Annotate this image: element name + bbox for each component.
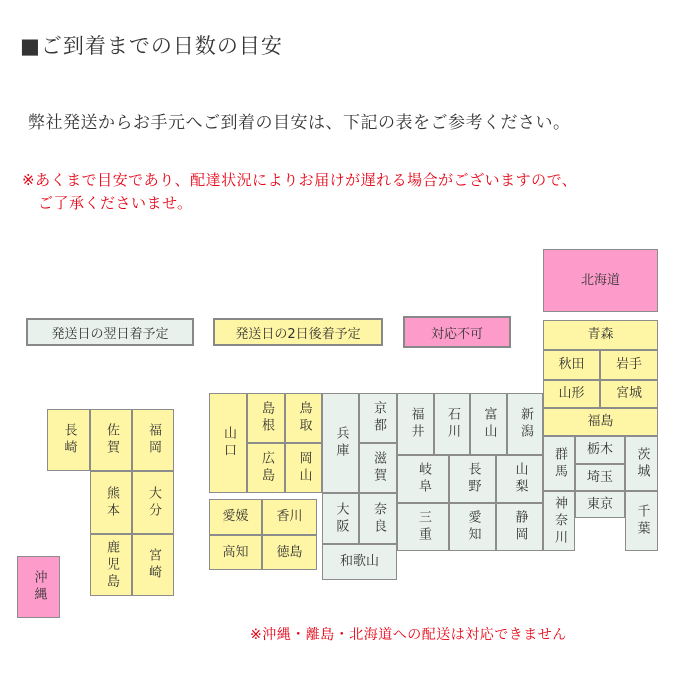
pref-shizuoka: 静岡	[496, 503, 543, 551]
pref-shimane: 島根	[247, 393, 285, 443]
pref-tokyo: 東京	[575, 491, 625, 518]
pref-mie: 三重	[397, 503, 449, 551]
pref-osaka: 大阪	[322, 493, 359, 544]
pref-tottori: 鳥取	[285, 393, 322, 443]
pref-okinawa: 沖縄	[17, 556, 60, 618]
legend-two-days: 発送日の2日後着予定	[213, 318, 383, 346]
pref-hiroshima: 広島	[247, 443, 285, 493]
pref-aomori: 青森	[543, 320, 658, 350]
pref-kagoshima: 鹿児島	[90, 534, 132, 596]
pref-saitama: 埼玉	[575, 464, 625, 491]
pref-kanagawa: 神奈川	[543, 491, 575, 551]
pref-oita: 大分	[132, 471, 174, 534]
pref-hyogo: 兵庫	[322, 393, 359, 493]
pref-shiga: 滋賀	[359, 443, 397, 493]
pref-fukushima: 福島	[543, 408, 658, 436]
delay-notice-line2: ご了承くださいませ。	[38, 194, 193, 212]
intro-text: 弊社発送からお手元へご到着の目安は、下記の表をご参考ください。	[28, 113, 571, 133]
delivery-footnote: ※沖縄・離島・北海道への配送は対応できません	[250, 627, 567, 643]
pref-akita: 秋田	[543, 350, 600, 380]
pref-wakayama: 和歌山	[322, 544, 397, 580]
pref-ishikawa: 石川	[434, 393, 470, 455]
pref-nagasaki: 長崎	[47, 409, 90, 471]
pref-saga: 佐賀	[90, 409, 132, 471]
pref-tochigi: 栃木	[575, 436, 625, 464]
legend-next-day: 発送日の翌日着予定	[26, 318, 194, 346]
pref-kumamoto: 熊本	[90, 471, 132, 534]
pref-iwate: 岩手	[600, 350, 658, 380]
delay-notice-line1: ※あくまで目安であり、配達状況によりお届けが遅れる場合がございますので、	[22, 171, 578, 189]
legend-unavailable: 対応不可	[403, 316, 511, 348]
pref-fukuoka: 福岡	[132, 409, 174, 471]
delay-notice	[22, 169, 577, 215]
pref-tokushima: 徳島	[262, 535, 317, 570]
pref-nagano: 長野	[449, 455, 496, 503]
pref-miyagi: 宮城	[600, 380, 658, 408]
pref-hokkaido: 北海道	[543, 249, 658, 312]
pref-kagawa: 香川	[262, 499, 317, 535]
pref-fukui: 福井	[397, 393, 434, 455]
pref-niigata: 新潟	[507, 393, 543, 455]
pref-aichi: 愛知	[449, 503, 496, 551]
pref-nara: 奈良	[359, 493, 397, 544]
pref-yamanashi: 山梨	[496, 455, 543, 503]
pref-gunma: 群馬	[543, 436, 575, 491]
pref-toyama: 富山	[470, 393, 507, 455]
page-title: ■ご到着までの日数の目安	[20, 34, 283, 58]
pref-chiba: 千葉	[625, 491, 658, 551]
pref-kochi: 高知	[209, 535, 262, 570]
pref-ibaraki: 茨城	[625, 436, 658, 491]
pref-ehime: 愛媛	[209, 499, 262, 535]
pref-miyazaki: 宮崎	[132, 534, 174, 596]
pref-yamagata: 山形	[543, 380, 600, 408]
pref-yamaguchi: 山口	[209, 393, 247, 493]
pref-okayama: 岡山	[285, 443, 322, 493]
pref-kyoto: 京都	[359, 393, 397, 443]
pref-gifu: 岐阜	[397, 455, 449, 503]
